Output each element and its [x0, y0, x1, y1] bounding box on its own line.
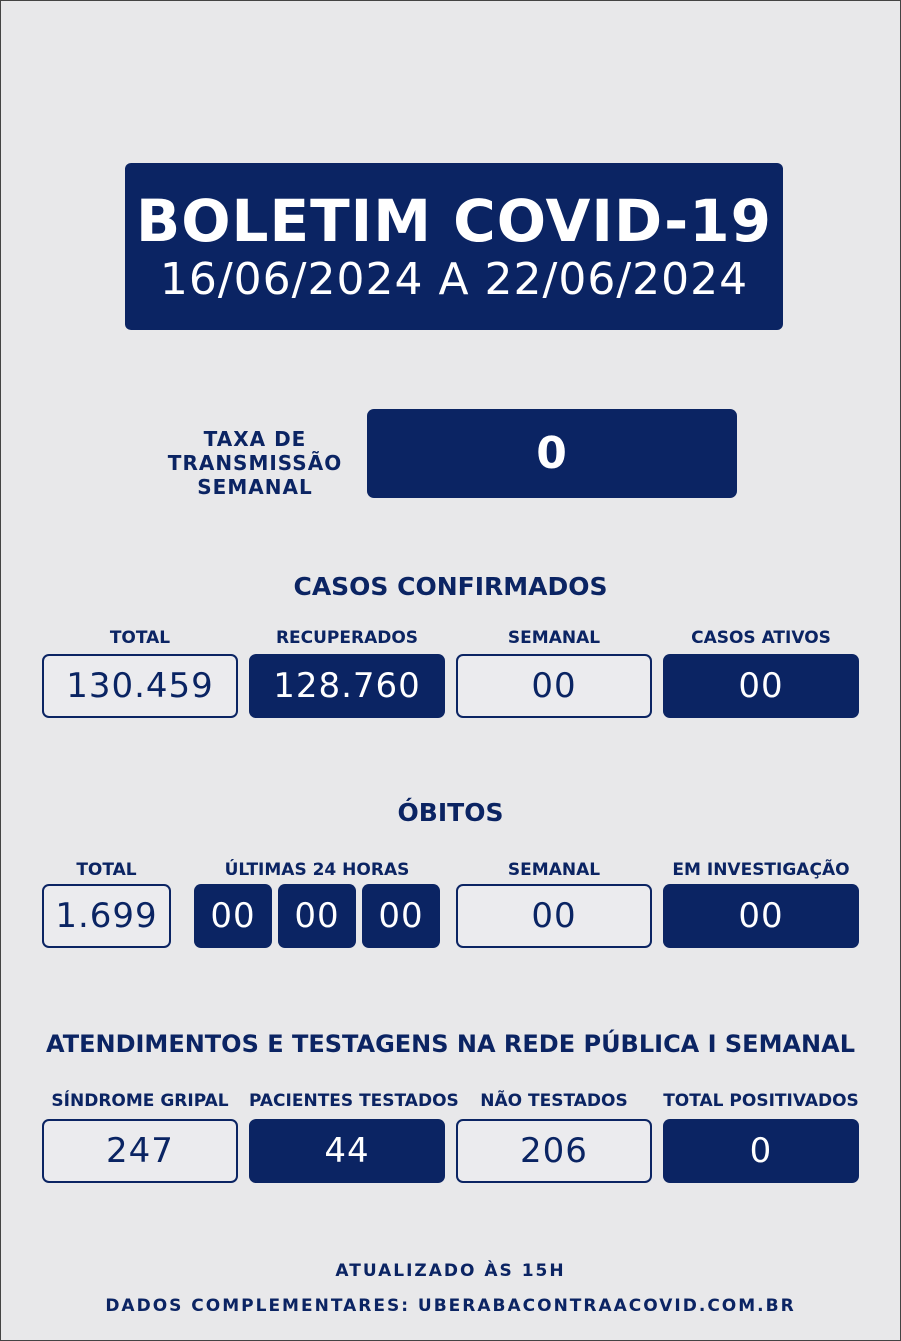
not-tested-label: NÃO TESTADOS	[480, 1091, 628, 1111]
bulletin-title: BOLETIM COVID-19	[136, 186, 772, 255]
bulletin-dates: 16/06/2024 A 22/06/2024	[159, 253, 749, 305]
not-tested-value: 206	[456, 1119, 652, 1183]
bulletin-header	[125, 163, 783, 330]
transmission-rate-label-line2: TRANSMISSÃO	[167, 451, 343, 475]
cases-total-label: TOTAL	[109, 628, 171, 648]
transmission-rate-value: 0	[367, 409, 737, 498]
cases-weekly-label: SEMANAL	[507, 628, 601, 648]
deaths-24h-value-3: 00	[362, 884, 440, 948]
updated-note: ATUALIZADO ÀS 15H	[335, 1261, 566, 1281]
more-data-link[interactable]: DADOS COMPLEMENTARES: UBERABACONTRAACOVID.COM.BR	[105, 1296, 796, 1316]
total-positive-value: 0	[663, 1119, 859, 1183]
cases-active-label: CASOS ATIVOS	[691, 628, 831, 648]
cases-weekly-value: 00	[456, 654, 652, 718]
deaths-24h-label: ÚLTIMAS 24 HORAS	[224, 860, 410, 880]
flu-syndrome-value: 247	[42, 1119, 238, 1183]
cases-active-value: 00	[663, 654, 859, 718]
transmission-rate-label-line3: SEMANAL	[197, 475, 313, 499]
cases-recovered-value: 128.760	[249, 654, 445, 718]
patients-tested-label: PACIENTES TESTADOS	[249, 1091, 459, 1111]
transmission-rate-label	[160, 427, 350, 499]
patients-tested-value: 44	[249, 1119, 445, 1183]
deaths-total-label: TOTAL	[76, 860, 137, 880]
deaths-total-value: 1.699	[42, 884, 171, 948]
transmission-rate-label-line1: TAXA DE	[203, 427, 307, 451]
services-title: ATENDIMENTOS E TESTAGENS NA REDE PÚBLICA I SEMANAL	[46, 1030, 855, 1058]
deaths-weekly-value: 00	[456, 884, 652, 948]
cases-recovered-label: RECUPERADOS	[275, 628, 419, 648]
cases-total-value: 130.459	[42, 654, 238, 718]
deaths-investigation-label: EM INVESTIGAÇÃO	[672, 860, 850, 880]
flu-syndrome-label: SÍNDROME GRIPAL	[51, 1091, 229, 1111]
total-positive-label: TOTAL POSITIVADOS	[663, 1091, 859, 1111]
deaths-24h-value-2: 00	[278, 884, 356, 948]
deaths-weekly-label: SEMANAL	[507, 860, 601, 880]
deaths-title: ÓBITOS	[397, 798, 504, 827]
confirmed-cases-title: CASOS CONFIRMADOS	[293, 572, 608, 601]
deaths-24h-value-1: 00	[194, 884, 272, 948]
deaths-investigation-value: 00	[663, 884, 859, 948]
